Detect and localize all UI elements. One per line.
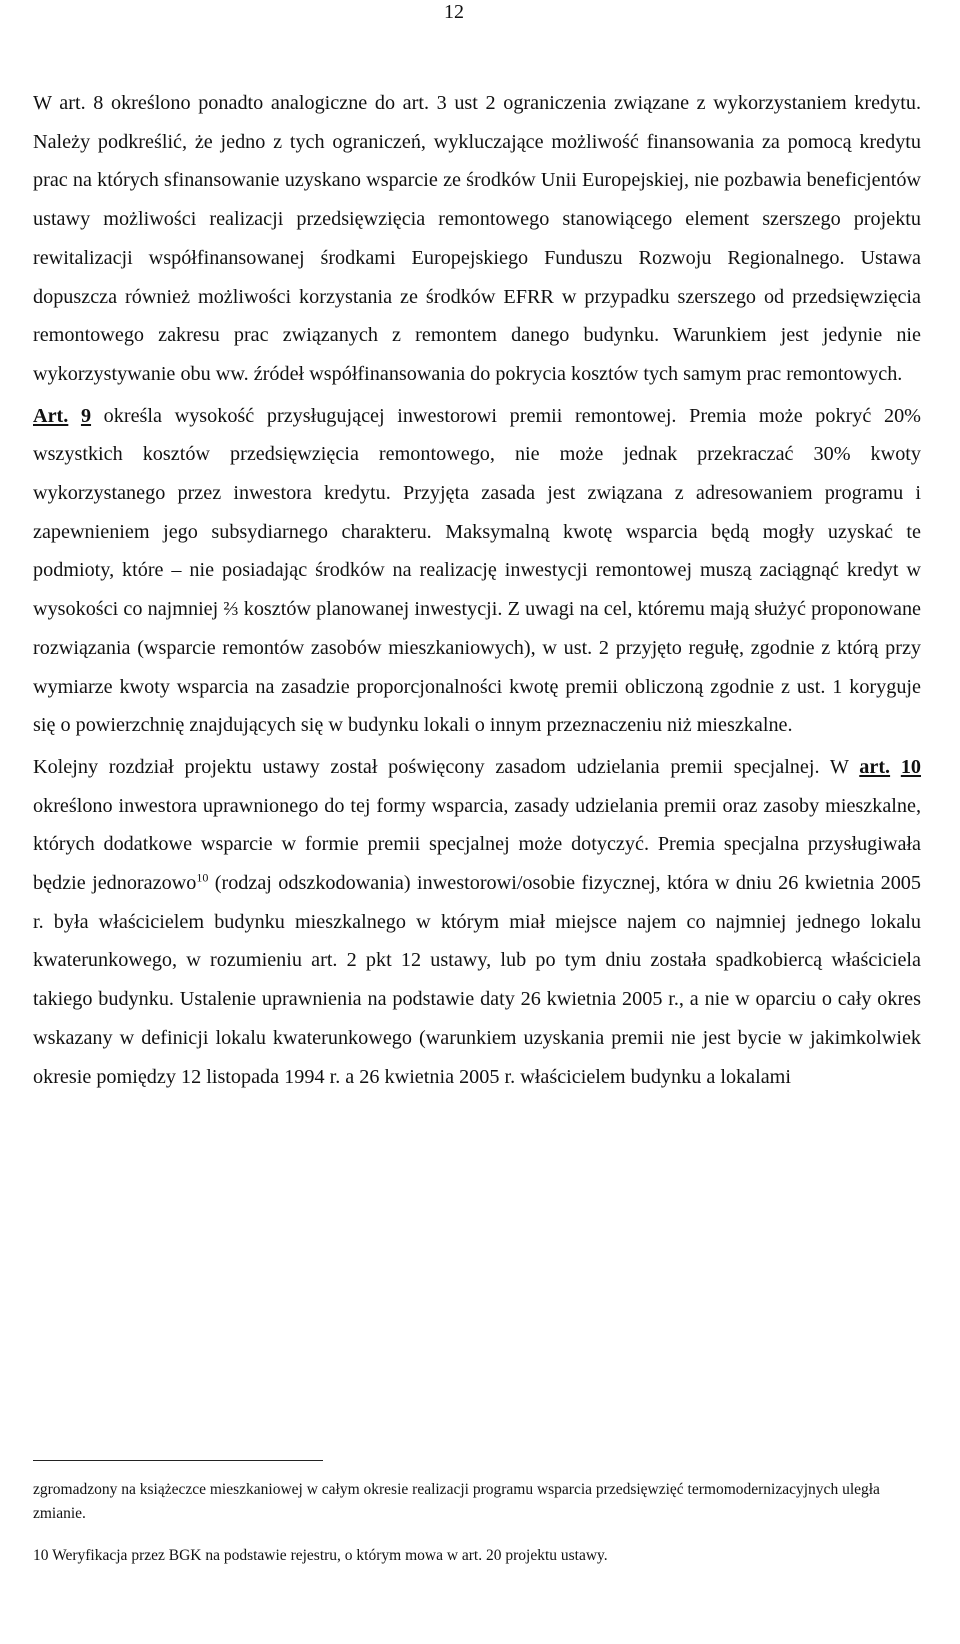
footnotes [33, 1478, 921, 1568]
footnote-10 [33, 1544, 921, 1568]
paragraph-text-start: Kolejny rozdział projektu ustawy został poświęcony zasadom udzielania premii specjalnej. W [33, 755, 860, 778]
footnote-number: 10 [33, 1547, 49, 1564]
footnote-continuation: zgromadzony na książeczce mieszkaniowej w całym okresie realizacji programu wsparcia przedsięwzięć termomodernizacyjnych uległa zmianie. [33, 1481, 880, 1522]
body-text [33, 84, 921, 1096]
footnote-separator [33, 1460, 323, 1461]
footnote-ref-10[interactable]: 10 [196, 870, 209, 885]
art-label: art. [859, 755, 891, 778]
page-number: 12 [444, 1, 464, 23]
paragraph-art-8: W art. 8 określono ponadto analogiczne do art. 3 ust 2 ograniczenia związane z wykorzystaniem kredytu. Należy podkreślić, że jedno z tych ograniczeń, wykluczające możliwość finansowania za pomocą kredytu prac na których sfinansowanie uzyskano wsparcie ze środków Unii Europejskiej, nie pozbawia beneficjentów ustawy możliwości realizacji przedsięwzięcia remontowego stanowiącego element szerszego projektu rewitalizacji współfinansowanej środkami Europejskiego Funduszu Rozwoju Regionalnego. Ustawa dopuszcza również możliwości korzystania ze środków EFRR w przypadku szerszego od przedsięwzięcia remontowego zakresu prac związanych z remontem danego budynku. Warunkiem jest jedynie nie wykorzystywanie obu ww. źródeł współfinansowania do pokrycia kosztów tych samym prac remontowych. [33, 92, 921, 385]
paragraph-art-10 [33, 748, 921, 1096]
paragraph-art-9 [33, 397, 921, 745]
art-number-link[interactable]: 10 [900, 755, 921, 778]
art-label: Art. [33, 404, 69, 427]
paragraph-text: określa wysokość przysługującej inwestorowi premii remontowej. Premia może pokryć 20% wszystkich kosztów przedsięwzięcia remontowego, nie może jednak przekraczać 30% kwoty wykorzystanego przez inwestora kredytu. Przyjęta zasada jest związana z adresowaniem programu i zapewnieniem jego subsydiarnego charakteru. Maksymalną kwotę wsparcia będą mogły uzyskać te podmioty, które – nie posiadając środków na realizację inwestycji remontowej muszą zaciągnąć kredyt w wysokości co najmniej ⅔ kosztów planowanej inwestycji. Z uwagi na cel, któremu mają służyć proponowane rozwiązania (wsparcie remontów zasobów mieszkaniowych), w ust. 2 przyjęto regułę, zgodnie z którą przy wymiarze kwoty wsparcia na zasadzie proporcjonalności kwotę premii obliczoną zgodnie z ust. 1 koryguje się o powierzchnię znajdujących się w budynku lokali o innym przeznaczeniu niż mieszkalne. [33, 404, 921, 737]
paragraph-text-middle: określono inwestora uprawnionego do tej formy wsparcia, zasady udzielania premii oraz zasoby mieszkalne, których dodatkowe wsparcie w formie premii specjalnej może dotyczyć. Premia specjalna przysługiwała będzie jednorazowo [33, 794, 921, 895]
art-number-link[interactable]: 9 [80, 404, 92, 427]
footnote-text: Weryfikacja przez BGK na podstawie rejestru, o którym mowa w art. 20 projektu ustawy. [48, 1547, 608, 1564]
paragraph-text-end: (rodzaj odszkodowania) inwestorowi/osobie fizycznej, która w dniu 26 kwietnia 2005 r. była właścicielem budynku mieszkalnego w którym miał miejsce najem co najmniej jednego lokalu kwaterunkowego, w rozumieniu art. 2 pkt 12 ustawy, lub po tym dniu została spadkobiercą właściciela takiego budynku. Ustalenie uprawnienia na podstawie daty 26 kwietnia 2005 r., a nie w oparciu o cały okres wskazany w definicji lokalu kwaterunkowego (warunkiem uzyskania premii nie jest bycie w jakimkolwiek okresie pomiędzy 12 listopada 1994 r. a 26 kwietnia 2005 r. właścicielem budynku a lokalami [33, 872, 921, 1088]
